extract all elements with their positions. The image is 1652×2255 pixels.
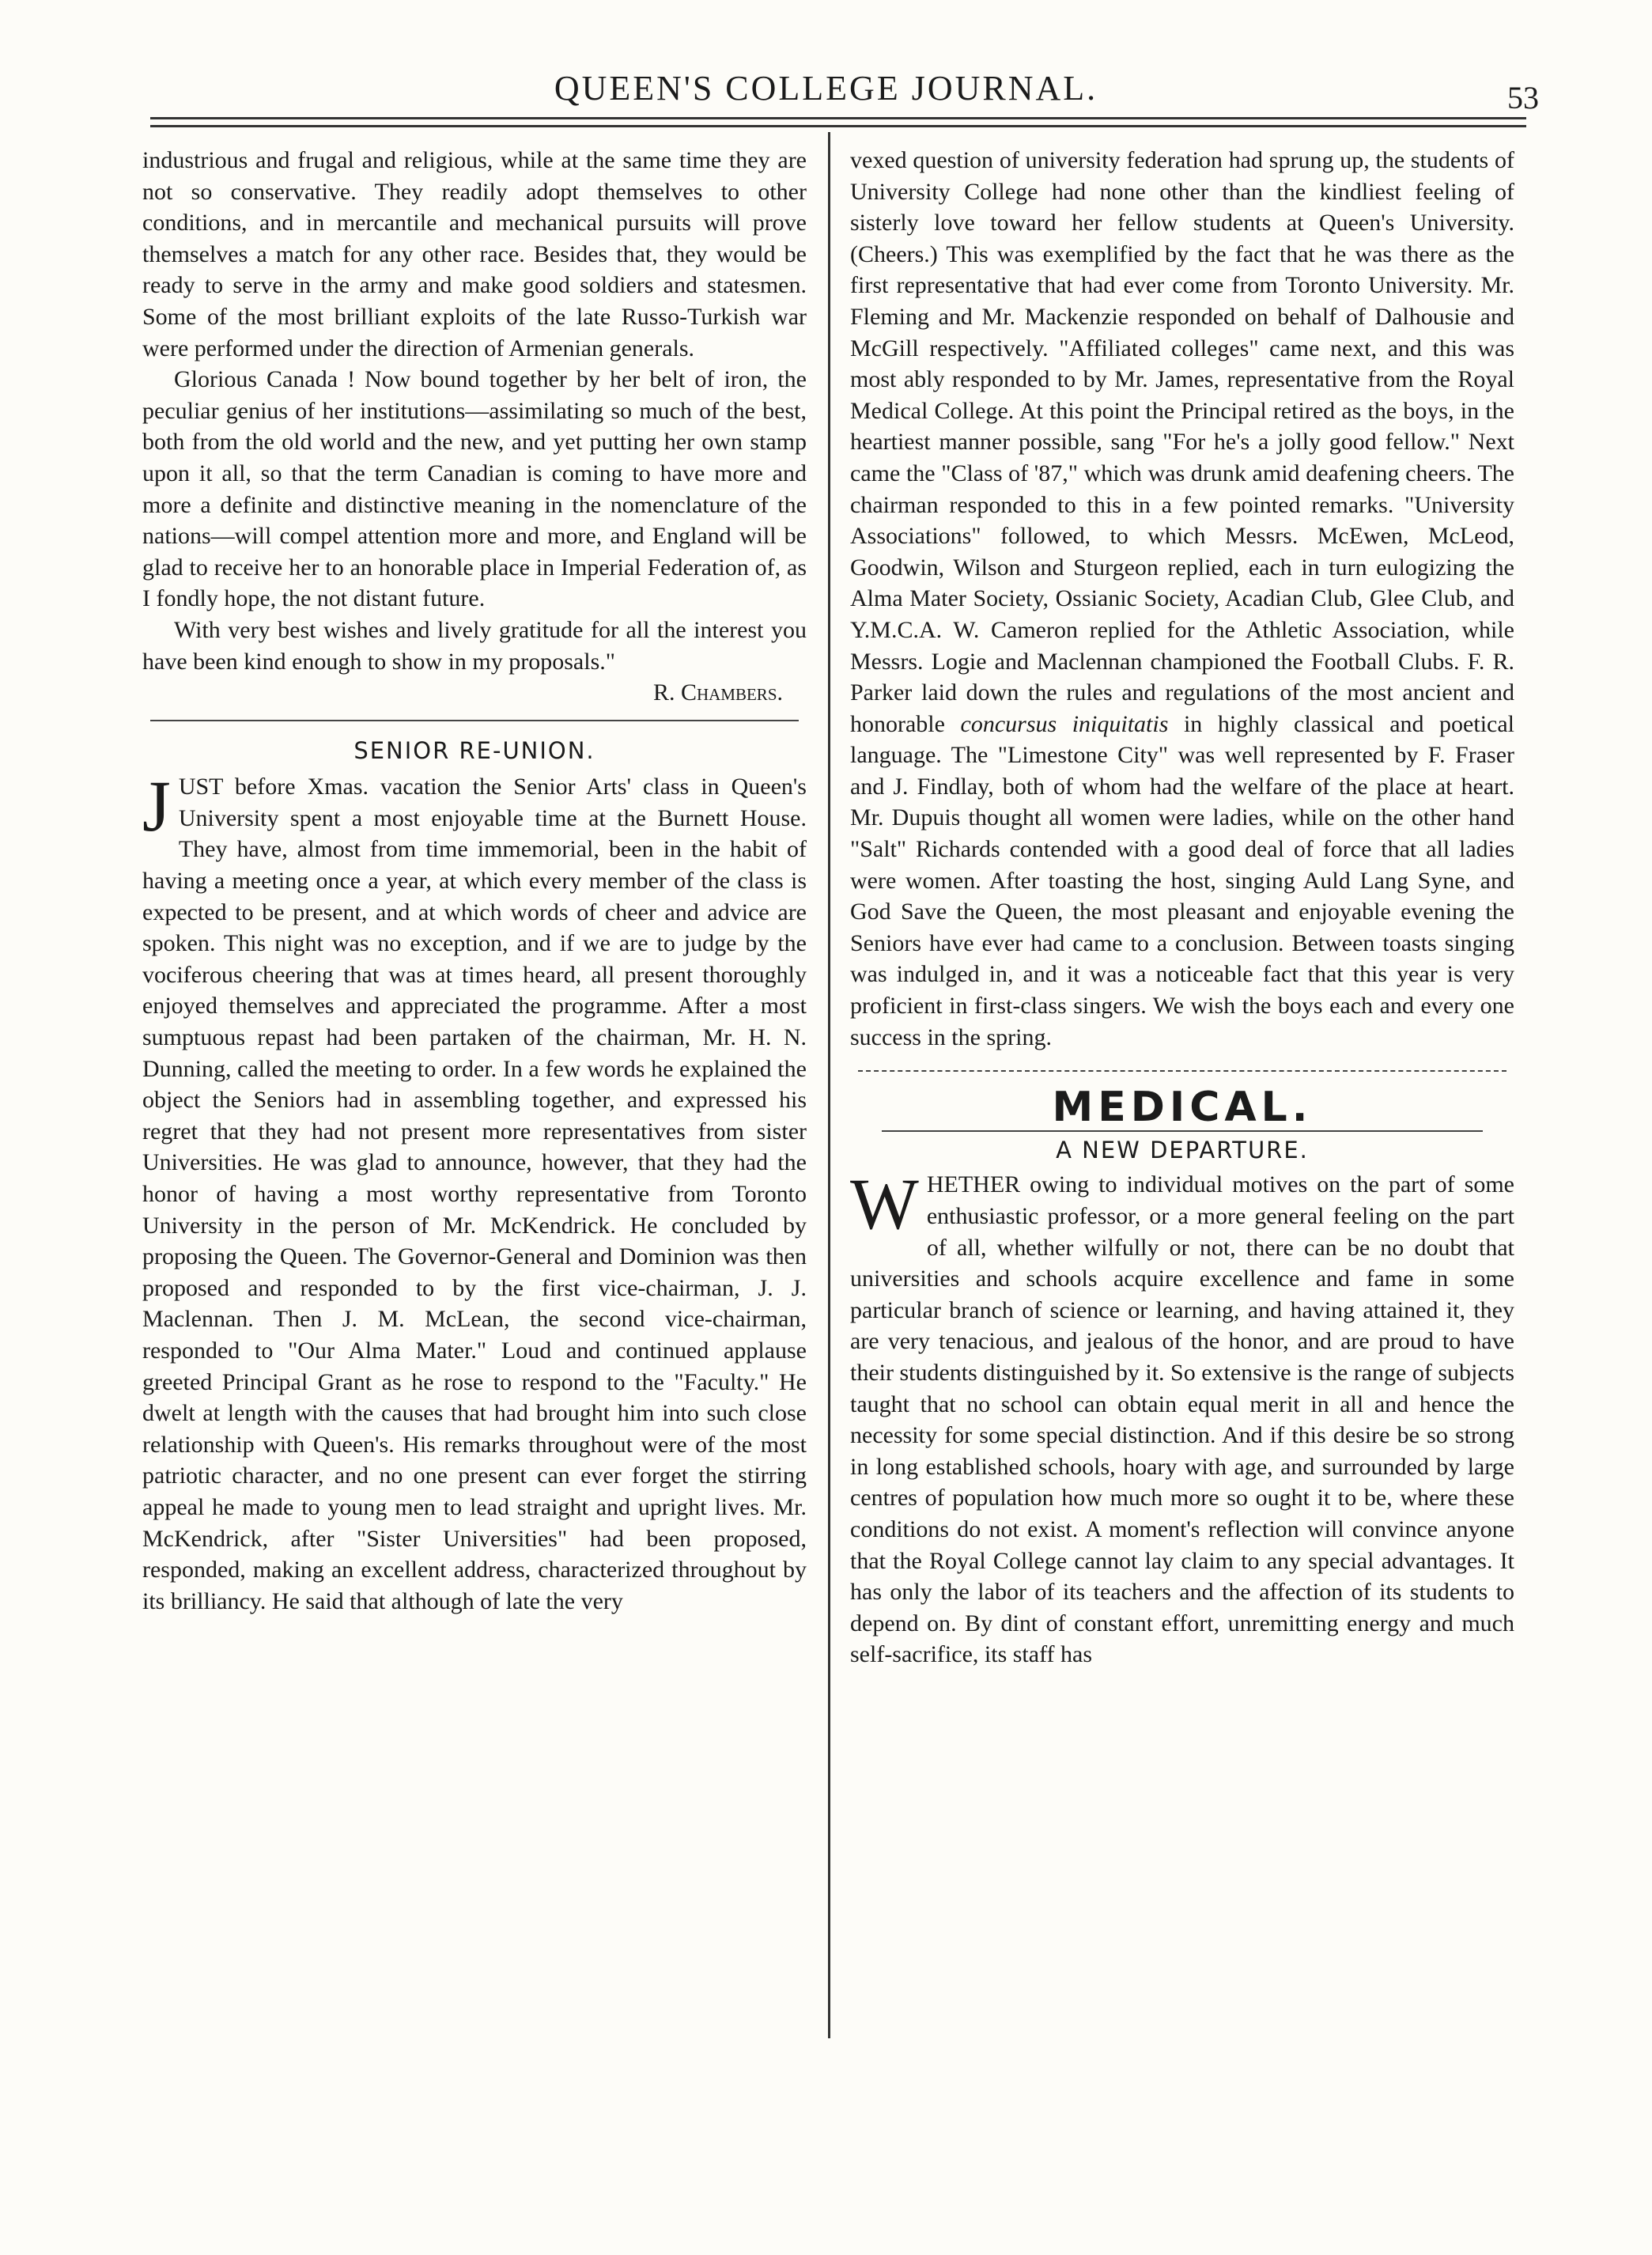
header-rule-top	[150, 117, 1526, 119]
journal-title: QUEEN'S COLLEGE JOURNAL.	[554, 69, 1098, 108]
new-departure-body	[850, 1163, 1514, 1670]
column-divider	[828, 132, 830, 2038]
drop-cap: W	[850, 1163, 919, 1245]
new-departure-heading: A NEW DEPARTURE.	[1056, 1136, 1309, 1163]
senior-reunion-body	[142, 766, 807, 1617]
senior-reunion-continued	[850, 145, 1514, 1053]
continuation-paragraph: With very best wishes and lively gratitude for all the interest you have been kind enough to show in my proposals."	[142, 616, 807, 675]
header-rule-bottom	[150, 125, 1526, 127]
author-signature: R. Chambers.	[652, 679, 783, 706]
senior-reunion-text: vexed question of university federation had sprung up, the students of University College had none other than the kindliest feeling of sisterly love toward her fellow students at Queen's University. (Cheers.) This was exemplified by the fact that he was there as the first representative that had ever come from Toronto University. Mr. Fleming and Mr. Mackenzie responded on behalf of Dalhousie and McGill respectively. "Affiliated colleges" came next, and this was most ably responded to by Mr. James, representative from the Royal Medical College. At this point the Principal retired as the boys, in the heartiest manner possible, sang "For he's a jolly good fellow." Next came the "Class of '87," which was drunk amid deafening cheers. The chairman responded to this in a few pointed remarks. "University Associations" followed, to which Messrs. McEwen, McLeod, Goodwin, Wilson and Sturgeon replied, each in turn eulogizing the Alma Mater Society, Ossianic Society, Acadian Club, Glee Club, and Y.M.C.A. W. Cameron replied for the Athletic Association, while Messrs. Logie and Maclennan championed the Football Clubs. F. R. Parker laid down the rules and regulations of the most ancient and honorable	[850, 147, 1514, 737]
continuation-paragraph: industrious and frugal and religious, while at the same time they are not so conservative. They readily adopt themselves to other conditions, and in mercantile and mechanical pursuits will prove themselves a match for any other race. Besides that, they would be ready to serve in the army and make good soldiers and statesmen. Some of the most brilliant exploits of the late Russo-Turkish war were performed under the direction of Armenian generals.	[142, 147, 807, 361]
right-column	[850, 145, 1514, 1670]
senior-reunion-heading: SENIOR RE-UNION.	[353, 736, 595, 764]
medical-department-heading: MEDICAL.	[1052, 1084, 1313, 1132]
senior-reunion-text: in highly classical and poetical language. The "Limestone City" was well represented by F. Fraser and J. Findlay, both of whom had the welfare of the place at heart. Mr. Dupuis thought all women were ladies, while on the other hand "Salt" Richards contended with a good deal of force that all ladies were women. After toasting the host, singing Auld Lang Syne, and God Save the Queen, the most pleasant and enjoyable evening the Seniors have ever had came to a conclusion. Between toasts singing was indulged in, and it was a noticeable fact that this year is very proficient in first-class singers. We wish the boys each and every one success in the spring.	[850, 710, 1515, 1050]
new-departure-text: HETHER owing to individual motives on the part of some enthusiastic professor, or a more general feeling on the part of all, whether wilfully or not, there can be no doubt that universities and schools acquire excellence and fame in some particular branch of science or learning, and having attained it, they are very tenacious, and jealous of the honor, and are proud to have their students distinguished by it. So extensive is the range of subjects taught that no school can obtain equal merit in all and hence the necessity for some special distinction. And if this desire be so strong in long established schools, hoary with age, and surrounded by large centres of population how much more so ought it to be, where these conditions do not exist. A moment's reflection will convince anyone that the Royal College cannot lay claim to any special advantages. It has only the labor of its teachers and the affection of its students to depend on. By dint of constant effort, unremitting energy and much self-sacrifice, its staff has	[850, 1171, 1514, 1668]
page-number: 53	[1507, 80, 1539, 115]
continuation-paragraph: Glorious Canada ! Now bound together by her belt of iron, the peculiar genius of her institutions—assimilating so much of the best, both from the old world and the new, and yet putting her own stamp upon it all, so that the term Canadian is coming to have more and more a definite and distinctive meaning in the nomenclature of the nations—will compel attention more and more, and England will be glad to receive her to an honorable place in Imperial Federation of, as I fondly hope, the not distant future.	[142, 366, 807, 612]
drop-cap: J	[142, 766, 171, 847]
senior-reunion-text: UST before Xmas. vacation the Senior Arts' class in Queen's University spent a most enjoyable time at the Burnett House. They have, almost from time immemorial, been in the habit of having a meeting once a year, at which every member of the class is expected to be present, and at which words of cheer and advice are spoken. This night was no exception, and if we are to judge by the vociferous cheering that was at times heard, all present thoroughly enjoyed themselves and appreciated the programme. After a most sumptuous repast had been partaken of the chairman, Mr. H. N. Dunning, called the meeting to order. In a few words he explained the object the Seniors had in assembling together, and expressed his regret that they had not present more representatives from sister Universities. He was glad to announce, however, that they had the honor of having a most worthy representative from Toronto University in the person of Mr. McKendrick. He concluded by proposing the Queen. The Governor-General and Dominion was then proposed and responded to by the first vice-chairman, J. J. Maclennan. Then J. M. McLean, the second vice-chairman, responded to "Our Alma Mater." Loud and continued applause greeted Principal Grant as he rose to respond to the "Faculty." He dwelt at length with the causes that had brought him into such close relationship with Queen's. His remarks throughout were of the most patriotic character, and no one present can ever forget the stirring appeal he made to young men to lead straight and upright lives. Mr. McKendrick, after "Sister Universities" had been proposed, responded, making an excellent address, characterized throughout by its brilliancy. He said that although of late the very	[142, 774, 807, 1614]
latin-phrase: concursus iniquitatis	[960, 710, 1169, 737]
left-column	[142, 145, 807, 1617]
